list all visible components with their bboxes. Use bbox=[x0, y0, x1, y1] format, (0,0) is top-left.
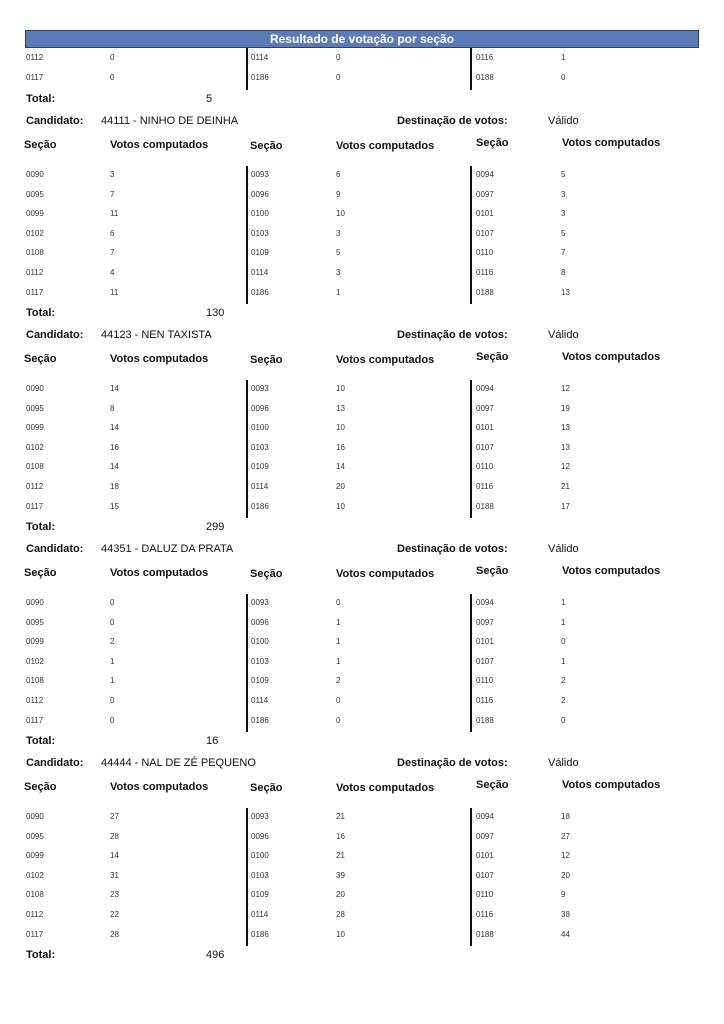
section-number: 0095 bbox=[26, 189, 44, 199]
column-header-section: Seção bbox=[250, 354, 283, 366]
section-number: 0109 bbox=[251, 890, 269, 900]
vote-count: 1 bbox=[336, 656, 341, 666]
column-header-section: Seção bbox=[24, 353, 57, 365]
vote-count: 1 bbox=[336, 617, 341, 627]
section-number: 0110 bbox=[476, 248, 494, 258]
vote-count: 7 bbox=[110, 189, 115, 199]
vote-count: 27 bbox=[110, 812, 119, 821]
column-header-votes: Votos computados bbox=[110, 353, 209, 365]
vote-count: 22 bbox=[110, 910, 119, 919]
vote-count: 2 bbox=[336, 676, 341, 686]
vote-count: 16 bbox=[336, 442, 345, 452]
column-header-votes: Votos computados bbox=[336, 782, 435, 794]
section-number: 0110 bbox=[476, 676, 494, 686]
vote-count: 10 bbox=[336, 209, 345, 219]
section-number: 0103 bbox=[251, 656, 269, 666]
vote-count: 3 bbox=[110, 170, 115, 179]
vote-count: 1 bbox=[110, 656, 115, 666]
vote-count: 1 bbox=[561, 598, 566, 607]
vote-count: 11 bbox=[110, 287, 119, 297]
column-header-section: Seção bbox=[250, 140, 283, 152]
section-number: 0107 bbox=[476, 442, 494, 452]
section-number: 0112 bbox=[26, 482, 44, 491]
section-number: 0097 bbox=[476, 403, 494, 413]
section-number: 0117 bbox=[26, 929, 44, 939]
section-number: 0116 bbox=[476, 53, 494, 62]
candidate-label: Candidato: bbox=[26, 757, 84, 769]
section-number: 0093 bbox=[251, 812, 269, 821]
section-number: 0112 bbox=[26, 268, 44, 277]
section-number: 0101 bbox=[476, 209, 494, 219]
section-number: 0093 bbox=[251, 384, 269, 393]
section-number: 0094 bbox=[476, 812, 494, 821]
total-label: Total: bbox=[26, 93, 56, 105]
total-label: Total: bbox=[26, 521, 56, 533]
section-number: 0102 bbox=[26, 228, 44, 238]
section-number: 0108 bbox=[26, 890, 44, 900]
total-label: Total: bbox=[26, 735, 56, 747]
vote-count: 7 bbox=[561, 248, 566, 258]
destination-value: Válido bbox=[548, 757, 579, 769]
section-number: 0103 bbox=[251, 442, 269, 452]
vote-count: 14 bbox=[110, 384, 119, 393]
vote-count: 11 bbox=[110, 209, 119, 219]
total-value: 5 bbox=[206, 93, 213, 105]
section-number: 0094 bbox=[476, 598, 494, 607]
vote-count: 0 bbox=[561, 637, 566, 647]
vote-count: 16 bbox=[110, 442, 119, 452]
vote-count: 1 bbox=[336, 287, 341, 297]
destination-value: Válido bbox=[548, 115, 579, 127]
section-number: 0093 bbox=[251, 598, 269, 607]
section-number: 0099 bbox=[26, 637, 44, 647]
section-number: 0100 bbox=[251, 209, 269, 219]
section-number: 0110 bbox=[476, 890, 494, 900]
section-number: 0186 bbox=[251, 929, 269, 939]
vote-count: 10 bbox=[336, 423, 345, 433]
vote-count: 0 bbox=[110, 53, 115, 62]
vote-count: 12 bbox=[561, 462, 570, 472]
vote-count: 28 bbox=[110, 929, 119, 939]
section-number: 0097 bbox=[476, 617, 494, 627]
vote-count: 44 bbox=[561, 929, 570, 939]
column-header-votes: Votos computados bbox=[562, 565, 661, 577]
column-header-section: Seção bbox=[476, 565, 509, 577]
column-header-votes: Votos computados bbox=[336, 354, 435, 366]
vote-count: 14 bbox=[110, 462, 119, 472]
vote-count: 8 bbox=[561, 268, 566, 277]
section-number: 0097 bbox=[476, 831, 494, 841]
vote-count: 39 bbox=[336, 870, 345, 880]
vote-count: 27 bbox=[561, 831, 570, 841]
column-divider bbox=[246, 380, 248, 518]
vote-count: 1 bbox=[561, 656, 566, 666]
section-number: 0188 bbox=[476, 715, 494, 725]
section-number: 0107 bbox=[476, 228, 494, 238]
section-number: 0093 bbox=[251, 170, 269, 179]
vote-count: 0 bbox=[110, 617, 115, 627]
report-title: Resultado de votação por seção bbox=[269, 32, 455, 46]
candidate-name: 44111 - NINHO DE DEINHA bbox=[101, 115, 239, 127]
vote-count: 0 bbox=[110, 72, 115, 82]
vote-count: 1 bbox=[110, 676, 115, 686]
section-number: 0096 bbox=[251, 189, 269, 199]
section-number: 0116 bbox=[476, 268, 494, 277]
vote-count: 15 bbox=[110, 501, 119, 511]
section-number: 0110 bbox=[476, 462, 494, 472]
vote-count: 16 bbox=[336, 831, 345, 841]
vote-count: 14 bbox=[110, 851, 119, 861]
vote-count: 28 bbox=[110, 831, 119, 841]
section-number: 0109 bbox=[251, 248, 269, 258]
column-divider bbox=[246, 166, 248, 304]
section-number: 0090 bbox=[26, 170, 44, 179]
section-number: 0090 bbox=[26, 598, 44, 607]
destination-label: Destinação de votos: bbox=[397, 757, 508, 769]
section-number: 0112 bbox=[26, 910, 44, 919]
section-number: 0117 bbox=[26, 715, 44, 725]
vote-count: 20 bbox=[561, 870, 570, 880]
section-number: 0186 bbox=[251, 501, 269, 511]
vote-count: 13 bbox=[561, 442, 570, 452]
vote-count: 19 bbox=[561, 403, 570, 413]
vote-count: 13 bbox=[561, 423, 570, 433]
vote-count: 8 bbox=[110, 403, 115, 413]
section-number: 0114 bbox=[251, 53, 269, 62]
candidate-label: Candidato: bbox=[26, 329, 84, 341]
section-number: 0102 bbox=[26, 442, 44, 452]
section-number: 0099 bbox=[26, 423, 44, 433]
total-value: 299 bbox=[206, 521, 225, 533]
vote-count: 0 bbox=[110, 696, 115, 705]
column-header-section: Seção bbox=[24, 139, 57, 151]
vote-count: 12 bbox=[561, 851, 570, 861]
vote-count: 18 bbox=[110, 482, 119, 491]
vote-count: 0 bbox=[561, 72, 566, 82]
candidate-name: 44123 - NEN TAXISTA bbox=[101, 329, 212, 341]
vote-count: 5 bbox=[336, 248, 341, 258]
column-header-votes: Votos computados bbox=[562, 779, 661, 791]
section-number: 0090 bbox=[26, 812, 44, 821]
section-number: 0094 bbox=[476, 170, 494, 179]
report-title-banner bbox=[25, 30, 699, 48]
total-value: 16 bbox=[206, 735, 219, 747]
vote-count: 13 bbox=[561, 287, 570, 297]
vote-count: 1 bbox=[561, 53, 566, 62]
column-divider bbox=[470, 48, 472, 90]
candidate-label: Candidato: bbox=[26, 115, 84, 127]
column-header-votes: Votos computados bbox=[562, 137, 661, 149]
section-number: 0114 bbox=[251, 482, 269, 491]
column-header-section: Seção bbox=[250, 782, 283, 794]
section-number: 0096 bbox=[251, 617, 269, 627]
total-value: 496 bbox=[206, 949, 225, 961]
section-number: 0112 bbox=[26, 53, 44, 62]
section-number: 0186 bbox=[251, 287, 269, 297]
section-number: 0188 bbox=[476, 501, 494, 511]
section-number: 0099 bbox=[26, 851, 44, 861]
section-number: 0109 bbox=[251, 676, 269, 686]
column-header-votes: Votos computados bbox=[110, 139, 209, 151]
section-number: 0117 bbox=[26, 501, 44, 511]
vote-count: 6 bbox=[110, 228, 115, 238]
vote-count: 3 bbox=[336, 228, 341, 238]
section-number: 0108 bbox=[26, 248, 44, 258]
destination-label: Destinação de votos: bbox=[397, 543, 508, 555]
vote-count: 0 bbox=[336, 715, 341, 725]
vote-count: 9 bbox=[336, 189, 341, 199]
vote-count: 38 bbox=[561, 910, 570, 919]
section-number: 0186 bbox=[251, 715, 269, 725]
destination-value: Válido bbox=[548, 329, 579, 341]
section-number: 0094 bbox=[476, 384, 494, 393]
section-number: 0101 bbox=[476, 637, 494, 647]
section-number: 0188 bbox=[476, 287, 494, 297]
column-header-section: Seção bbox=[24, 567, 57, 579]
column-header-section: Seção bbox=[24, 781, 57, 793]
destination-label: Destinação de votos: bbox=[397, 115, 508, 127]
section-number: 0097 bbox=[476, 189, 494, 199]
section-number: 0095 bbox=[26, 831, 44, 841]
section-number: 0112 bbox=[26, 696, 44, 705]
section-number: 0108 bbox=[26, 462, 44, 472]
section-number: 0117 bbox=[26, 72, 44, 82]
vote-count: 6 bbox=[336, 170, 341, 179]
column-divider bbox=[470, 380, 472, 518]
vote-count: 20 bbox=[336, 890, 345, 900]
column-header-votes: Votos computados bbox=[336, 140, 435, 152]
vote-count: 21 bbox=[561, 482, 570, 491]
vote-count: 0 bbox=[336, 72, 341, 82]
section-number: 0101 bbox=[476, 423, 494, 433]
section-number: 0114 bbox=[251, 696, 269, 705]
section-number: 0109 bbox=[251, 462, 269, 472]
section-number: 0107 bbox=[476, 870, 494, 880]
candidate-label: Candidato: bbox=[26, 543, 84, 555]
candidate-name: 44351 - DALUZ DA PRATA bbox=[101, 543, 234, 555]
section-number: 0114 bbox=[251, 910, 269, 919]
total-label: Total: bbox=[26, 949, 56, 961]
section-number: 0116 bbox=[476, 482, 494, 491]
section-number: 0100 bbox=[251, 637, 269, 647]
vote-count: 3 bbox=[336, 268, 341, 277]
vote-count: 18 bbox=[561, 812, 570, 821]
section-number: 0103 bbox=[251, 870, 269, 880]
vote-count: 2 bbox=[110, 637, 115, 647]
vote-count: 2 bbox=[561, 696, 566, 705]
section-number: 0096 bbox=[251, 831, 269, 841]
section-number: 0100 bbox=[251, 423, 269, 433]
section-number: 0102 bbox=[26, 656, 44, 666]
vote-count: 21 bbox=[336, 812, 345, 821]
vote-count: 3 bbox=[561, 209, 566, 219]
vote-count: 31 bbox=[110, 870, 119, 880]
column-divider bbox=[246, 48, 248, 90]
section-number: 0096 bbox=[251, 403, 269, 413]
vote-count: 28 bbox=[336, 910, 345, 919]
section-number: 0100 bbox=[251, 851, 269, 861]
vote-count: 14 bbox=[110, 423, 119, 433]
vote-count: 1 bbox=[561, 617, 566, 627]
vote-count: 14 bbox=[336, 462, 345, 472]
section-number: 0116 bbox=[476, 910, 494, 919]
vote-count: 9 bbox=[561, 890, 566, 900]
vote-count: 4 bbox=[110, 268, 115, 277]
section-number: 0114 bbox=[251, 268, 269, 277]
vote-count: 23 bbox=[110, 890, 119, 900]
section-number: 0116 bbox=[476, 696, 494, 705]
vote-count: 10 bbox=[336, 384, 345, 393]
column-header-votes: Votos computados bbox=[336, 568, 435, 580]
section-number: 0090 bbox=[26, 384, 44, 393]
column-header-votes: Votos computados bbox=[110, 567, 209, 579]
vote-count: 0 bbox=[110, 598, 115, 607]
vote-count: 10 bbox=[336, 501, 345, 511]
vote-count: 12 bbox=[561, 384, 570, 393]
section-number: 0117 bbox=[26, 287, 44, 297]
vote-count: 2 bbox=[561, 676, 566, 686]
vote-count: 0 bbox=[110, 715, 115, 725]
section-number: 0188 bbox=[476, 929, 494, 939]
section-number: 0108 bbox=[26, 676, 44, 686]
vote-count: 5 bbox=[561, 170, 566, 179]
destination-value: Válido bbox=[548, 543, 579, 555]
total-value: 130 bbox=[206, 307, 225, 319]
section-number: 0101 bbox=[476, 851, 494, 861]
vote-count: 7 bbox=[110, 248, 115, 258]
column-divider bbox=[470, 594, 472, 732]
vote-count: 20 bbox=[336, 482, 345, 491]
column-divider bbox=[246, 594, 248, 732]
section-number: 0095 bbox=[26, 617, 44, 627]
vote-count: 5 bbox=[561, 228, 566, 238]
vote-count: 10 bbox=[336, 929, 345, 939]
column-header-section: Seção bbox=[476, 137, 509, 149]
vote-count: 3 bbox=[561, 189, 566, 199]
column-divider bbox=[470, 808, 472, 946]
destination-label: Destinação de votos: bbox=[397, 329, 508, 341]
section-number: 0188 bbox=[476, 72, 494, 82]
total-label: Total: bbox=[26, 307, 56, 319]
column-divider bbox=[470, 166, 472, 304]
section-number: 0103 bbox=[251, 228, 269, 238]
column-header-section: Seção bbox=[250, 568, 283, 580]
column-header-section: Seção bbox=[476, 351, 509, 363]
section-number: 0095 bbox=[26, 403, 44, 413]
vote-count: 21 bbox=[336, 851, 345, 861]
vote-count: 13 bbox=[336, 403, 345, 413]
vote-count: 17 bbox=[561, 501, 570, 511]
column-header-votes: Votos computados bbox=[110, 781, 209, 793]
vote-count: 0 bbox=[336, 696, 341, 705]
candidate-name: 44444 - NAL DE ZÉ PEQUENO bbox=[101, 757, 256, 769]
column-header-votes: Votos computados bbox=[562, 351, 661, 363]
column-divider bbox=[246, 808, 248, 946]
section-number: 0186 bbox=[251, 72, 269, 82]
section-number: 0107 bbox=[476, 656, 494, 666]
column-header-section: Seção bbox=[476, 779, 509, 791]
vote-count: 0 bbox=[336, 53, 341, 62]
vote-count: 1 bbox=[336, 637, 341, 647]
section-number: 0102 bbox=[26, 870, 44, 880]
vote-count: 0 bbox=[336, 598, 341, 607]
section-number: 0099 bbox=[26, 209, 44, 219]
vote-count: 0 bbox=[561, 715, 566, 725]
